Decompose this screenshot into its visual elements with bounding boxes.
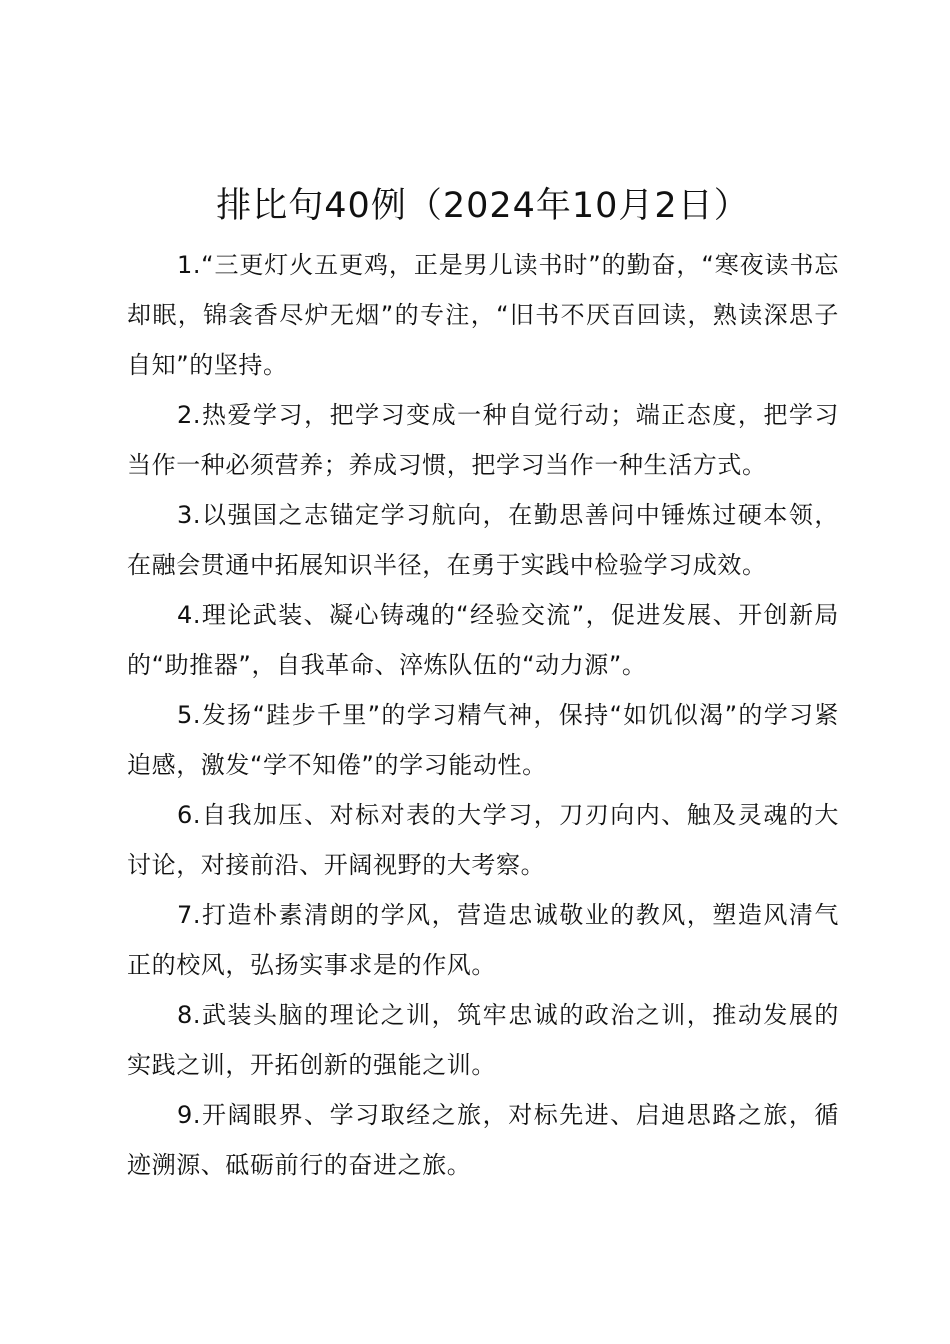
paragraph-4: 4.理论武装、凝心铸魂的“经验交流”，促进发展、开创新局的“助推器”，自我革命、淬炼队伍的“动力源”。 (127, 601, 839, 679)
paragraph-1: 1.“三更灯火五更鸡，正是男儿读书时”的勤奋，“寒夜读书忘却眠，锦衾香尽炉无烟”的专注，“旧书不厌百回读，熟读深思子自知”的坚持。 (127, 251, 839, 379)
paragraph-8: 8.武装头脑的理论之训，筑牢忠诚的政治之训，推动发展的实践之训，开拓创新的强能之训。 (127, 1001, 839, 1079)
paragraph-7: 7.打造朴素清朗的学风，营造忠诚敬业的教风，塑造风清气正的校风，弘扬实事求是的作风。 (127, 901, 839, 979)
document-title: 排比句40例（2024年10月2日） (216, 186, 750, 226)
paragraph-3: 3.以强国之志锚定学习航向，在勤思善问中锤炼过硬本领，在融会贯通中拓展知识半径，在勇于实践中检验学习成效。 (127, 501, 839, 579)
paragraph-2: 2.热爱学习，把学习变成一种自觉行动；端正态度，把学习当作一种必须营养；养成习惯，把学习当作一种生活方式。 (127, 401, 839, 479)
document-page (127, 178, 839, 1190)
paragraph-5: 5.发扬“跬步千里”的学习精气神，保持“如饥似渴”的学习紧迫感，激发“学不知倦”的学习能动性。 (127, 701, 839, 779)
paragraph-6: 6.自我加压、对标对表的大学习，刀刃向内、触及灵魂的大讨论，对接前沿、开阔视野的大考察。 (127, 801, 839, 879)
paragraph-9: 9.开阔眼界、学习取经之旅，对标先进、启迪思路之旅，循迹溯源、砥砺前行的奋进之旅。 (127, 1101, 839, 1179)
